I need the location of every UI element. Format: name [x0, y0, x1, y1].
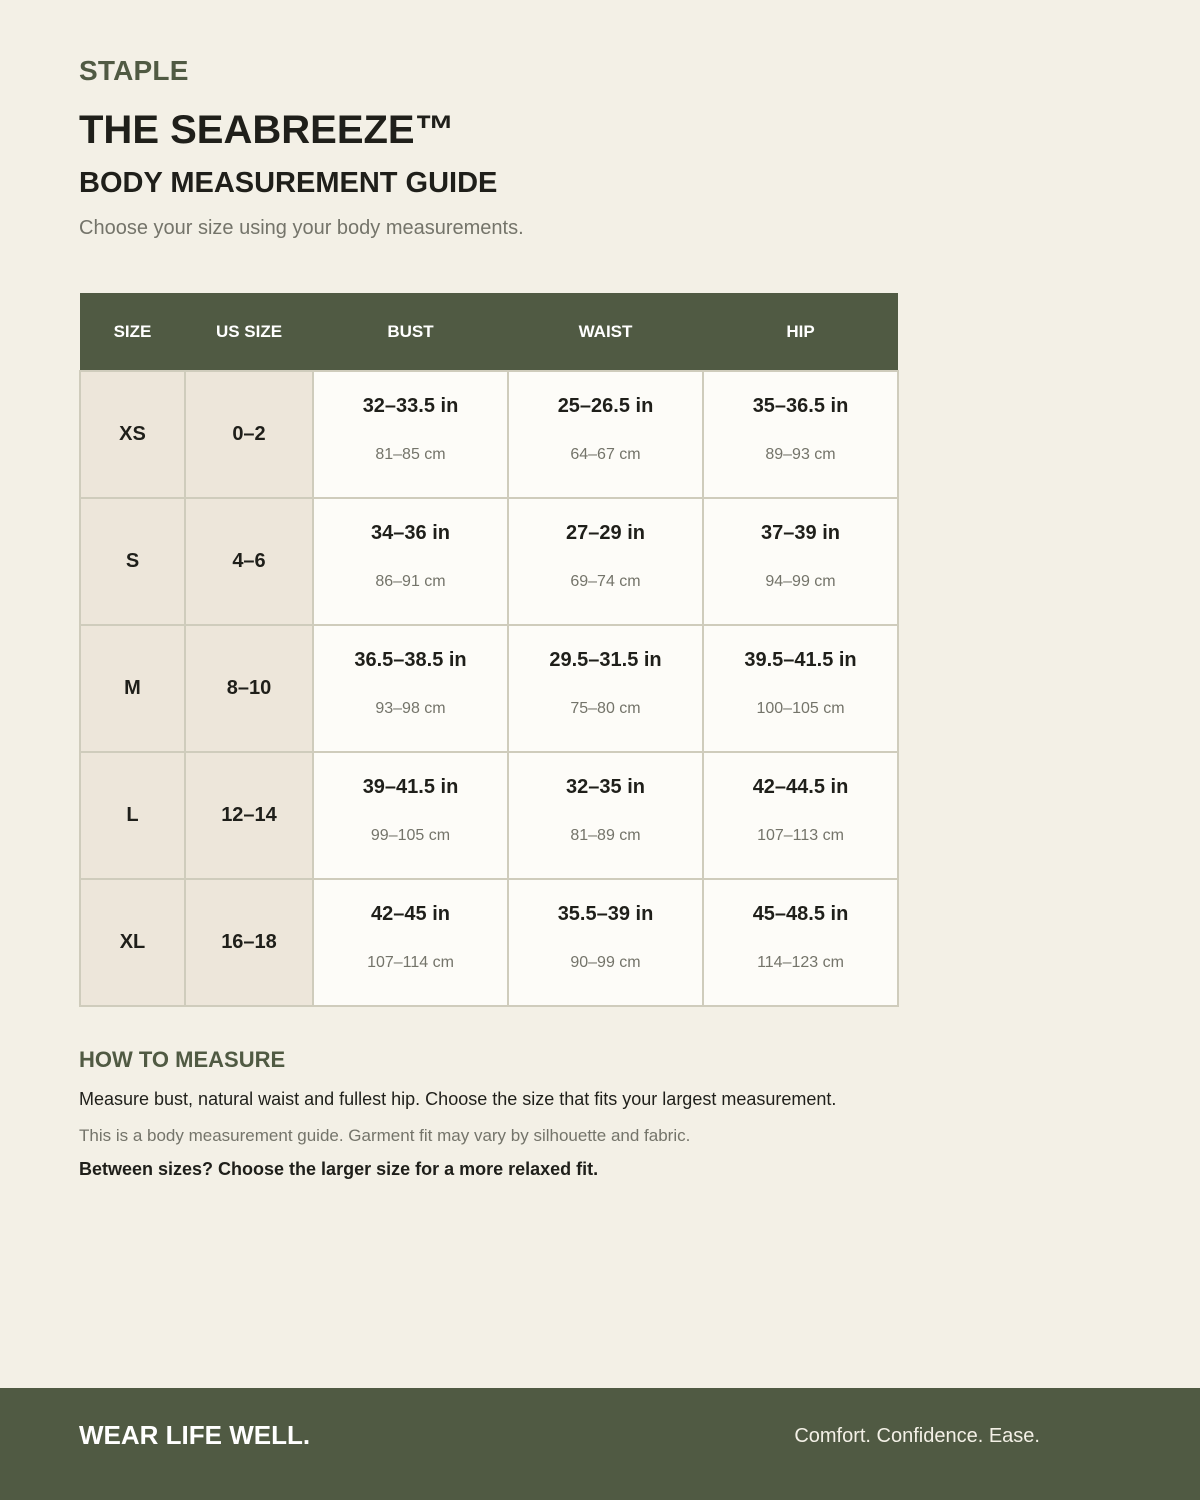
us-size-cell: 0–2	[185, 371, 313, 498]
bust-cm: 81–85 cm	[375, 446, 446, 463]
hip-cm: 89–93 cm	[765, 446, 836, 463]
hip-cm: 114–123 cm	[757, 954, 844, 971]
table-row	[80, 752, 898, 879]
waist-inches: 32–35 in	[566, 776, 645, 798]
waist-cm: 64–67 cm	[570, 446, 641, 463]
table-row	[80, 498, 898, 625]
us-size-cell: 8–10	[185, 625, 313, 752]
hip-cell	[703, 752, 898, 879]
waist-cm: 69–74 cm	[570, 573, 641, 590]
size-cell: XS	[80, 371, 185, 498]
between-sizes-tip: Between sizes? Choose the larger size for a more relaxed fit.	[79, 1159, 599, 1179]
guide-subtitle: Choose your size using your body measurements.	[79, 217, 524, 239]
waist-inches: 27–29 in	[566, 522, 645, 544]
bust-inches: 32–33.5 in	[362, 395, 459, 417]
bust-inches: 36.5–38.5 in	[354, 649, 467, 671]
hip-cell	[703, 371, 898, 498]
table-row	[80, 371, 898, 498]
bust-cell	[313, 371, 508, 498]
column-header-hip: HIP	[703, 293, 898, 371]
bust-inches: 39–41.5 in	[362, 776, 459, 798]
hip-inches: 42–44.5 in	[752, 776, 849, 798]
footer-tagline: WEAR LIFE WELL.	[79, 1420, 311, 1450]
size-cell: L	[80, 752, 185, 879]
hip-inches: 45–48.5 in	[752, 903, 849, 925]
waist-cell	[508, 498, 703, 625]
table-row	[80, 625, 898, 752]
bust-inches: 34–36 in	[371, 522, 450, 544]
guide-title: BODY MEASUREMENT GUIDE	[79, 167, 498, 199]
size-chart-table	[79, 293, 899, 1007]
bust-cm: 93–98 cm	[375, 700, 446, 717]
waist-cell	[508, 752, 703, 879]
size-cell: M	[80, 625, 185, 752]
size-cell: S	[80, 498, 185, 625]
hip-cm: 100–105 cm	[756, 700, 845, 717]
column-header-us-size: US SIZE	[185, 293, 313, 371]
waist-cm: 75–80 cm	[570, 700, 641, 717]
waist-cm: 90–99 cm	[570, 954, 641, 971]
brand-name: STAPLE	[79, 55, 189, 86]
us-size-cell: 4–6	[185, 498, 313, 625]
table-row	[80, 879, 898, 1006]
hip-inches: 35–36.5 in	[752, 395, 849, 417]
table-header-row	[80, 293, 898, 371]
hip-inches: 39.5–41.5 in	[744, 649, 857, 671]
footer-banner	[0, 1388, 1200, 1500]
bust-cell	[313, 752, 508, 879]
bust-cell	[313, 498, 508, 625]
waist-cell	[508, 879, 703, 1006]
hip-cell	[703, 625, 898, 752]
column-header-size: SIZE	[80, 293, 185, 371]
column-header-waist: WAIST	[508, 293, 703, 371]
bust-cm: 99–105 cm	[370, 827, 451, 844]
waist-cell	[508, 625, 703, 752]
hip-cm: 107–113 cm	[757, 827, 844, 844]
hip-cm: 94–99 cm	[765, 573, 836, 590]
waist-inches: 35.5–39 in	[557, 903, 654, 925]
hip-cell	[703, 498, 898, 625]
hip-cell	[703, 879, 898, 1006]
size-cell: XL	[80, 879, 185, 1006]
bust-cm: 107–114 cm	[367, 954, 454, 971]
bust-inches: 42–45 in	[371, 903, 450, 925]
measure-instruction: Measure bust, natural waist and fullest hip. Choose the size that fits your largest measurement.	[79, 1089, 837, 1109]
bust-cm: 86–91 cm	[375, 573, 446, 590]
how-to-measure-heading: HOW TO MEASURE	[79, 1047, 286, 1072]
footer-motto: Comfort. Confidence. Ease.	[794, 1425, 1040, 1447]
waist-cell	[508, 371, 703, 498]
us-size-cell: 16–18	[185, 879, 313, 1006]
bust-cell	[313, 625, 508, 752]
waist-cm: 81–89 cm	[570, 827, 641, 844]
us-size-cell: 12–14	[185, 752, 313, 879]
bust-cell	[313, 879, 508, 1006]
hip-inches: 37–39 in	[761, 522, 840, 544]
waist-inches: 25–26.5 in	[557, 395, 654, 417]
product-title: THE SEABREEZE™	[79, 108, 455, 152]
column-header-bust: BUST	[313, 293, 508, 371]
waist-inches: 29.5–31.5 in	[549, 649, 662, 671]
fit-disclaimer: This is a body measurement guide. Garment fit may vary by silhouette and fabric.	[79, 1126, 691, 1145]
